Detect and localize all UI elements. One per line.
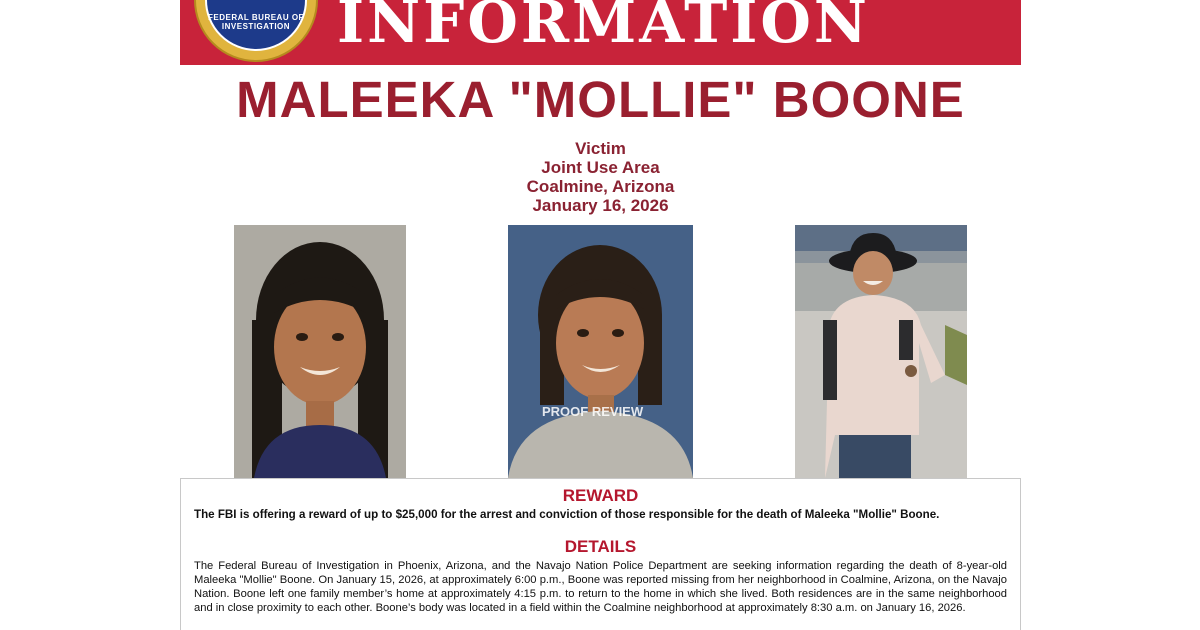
subject-date: January 16, 2026 [532,196,669,215]
banner-title: INFORMATION [337,0,870,56]
subject-name: MALEEKA "MOLLIE" BOONE [236,71,965,128]
subject-status: Victim [575,139,626,158]
details-heading: DETAILS [564,537,637,556]
portrait-photo-icon [234,225,406,478]
reward-heading: REWARD [562,486,639,505]
header-banner [180,0,1021,65]
watermark-text: PROOF REVIEW [542,404,644,419]
subject-location: Coalmine, Arizona [526,177,675,196]
subject-area: Joint Use Area [541,158,660,177]
full-body-photo [795,225,967,478]
portrait-photo-icon [508,225,693,478]
reward-text: The FBI is offering a reward of up to $25,000 for the arrest and conviction of those responsible for the death of Maleeka "Mollie" Boone. [194,508,940,521]
fbi-seal-icon [194,0,318,62]
portrait-photo-2 [508,225,693,478]
wanted-poster [180,0,1021,630]
full-body-photo-icon [795,225,967,478]
details-text: The Federal Bureau of Investigation in Phoenix, Arizona, and the Navajo Nation Police Department are seeking information regarding the death of 8-year-old Maleeka "Mollie" Boone. On January 15, 2026, at approximately 6:00 p.m., Boone was reported missing from her neighborhood in Coalmine, Arizona, on the Navajo Nation. Boone left one family member’s home at approximately 4:15 p.m. to return to the home in which she lived. Both residences are in the same neighborhood and in close proximity to each other. Boone’s body was located in a field within the Coalmine neighborhood at approximately 8:30 a.m. on January 16, 2026. [194,560,1007,614]
portrait-photo-1 [234,225,406,478]
subject-info [180,139,1021,215]
seal-text: FEDERAL BUREAU OF INVESTIGATION [208,13,304,31]
